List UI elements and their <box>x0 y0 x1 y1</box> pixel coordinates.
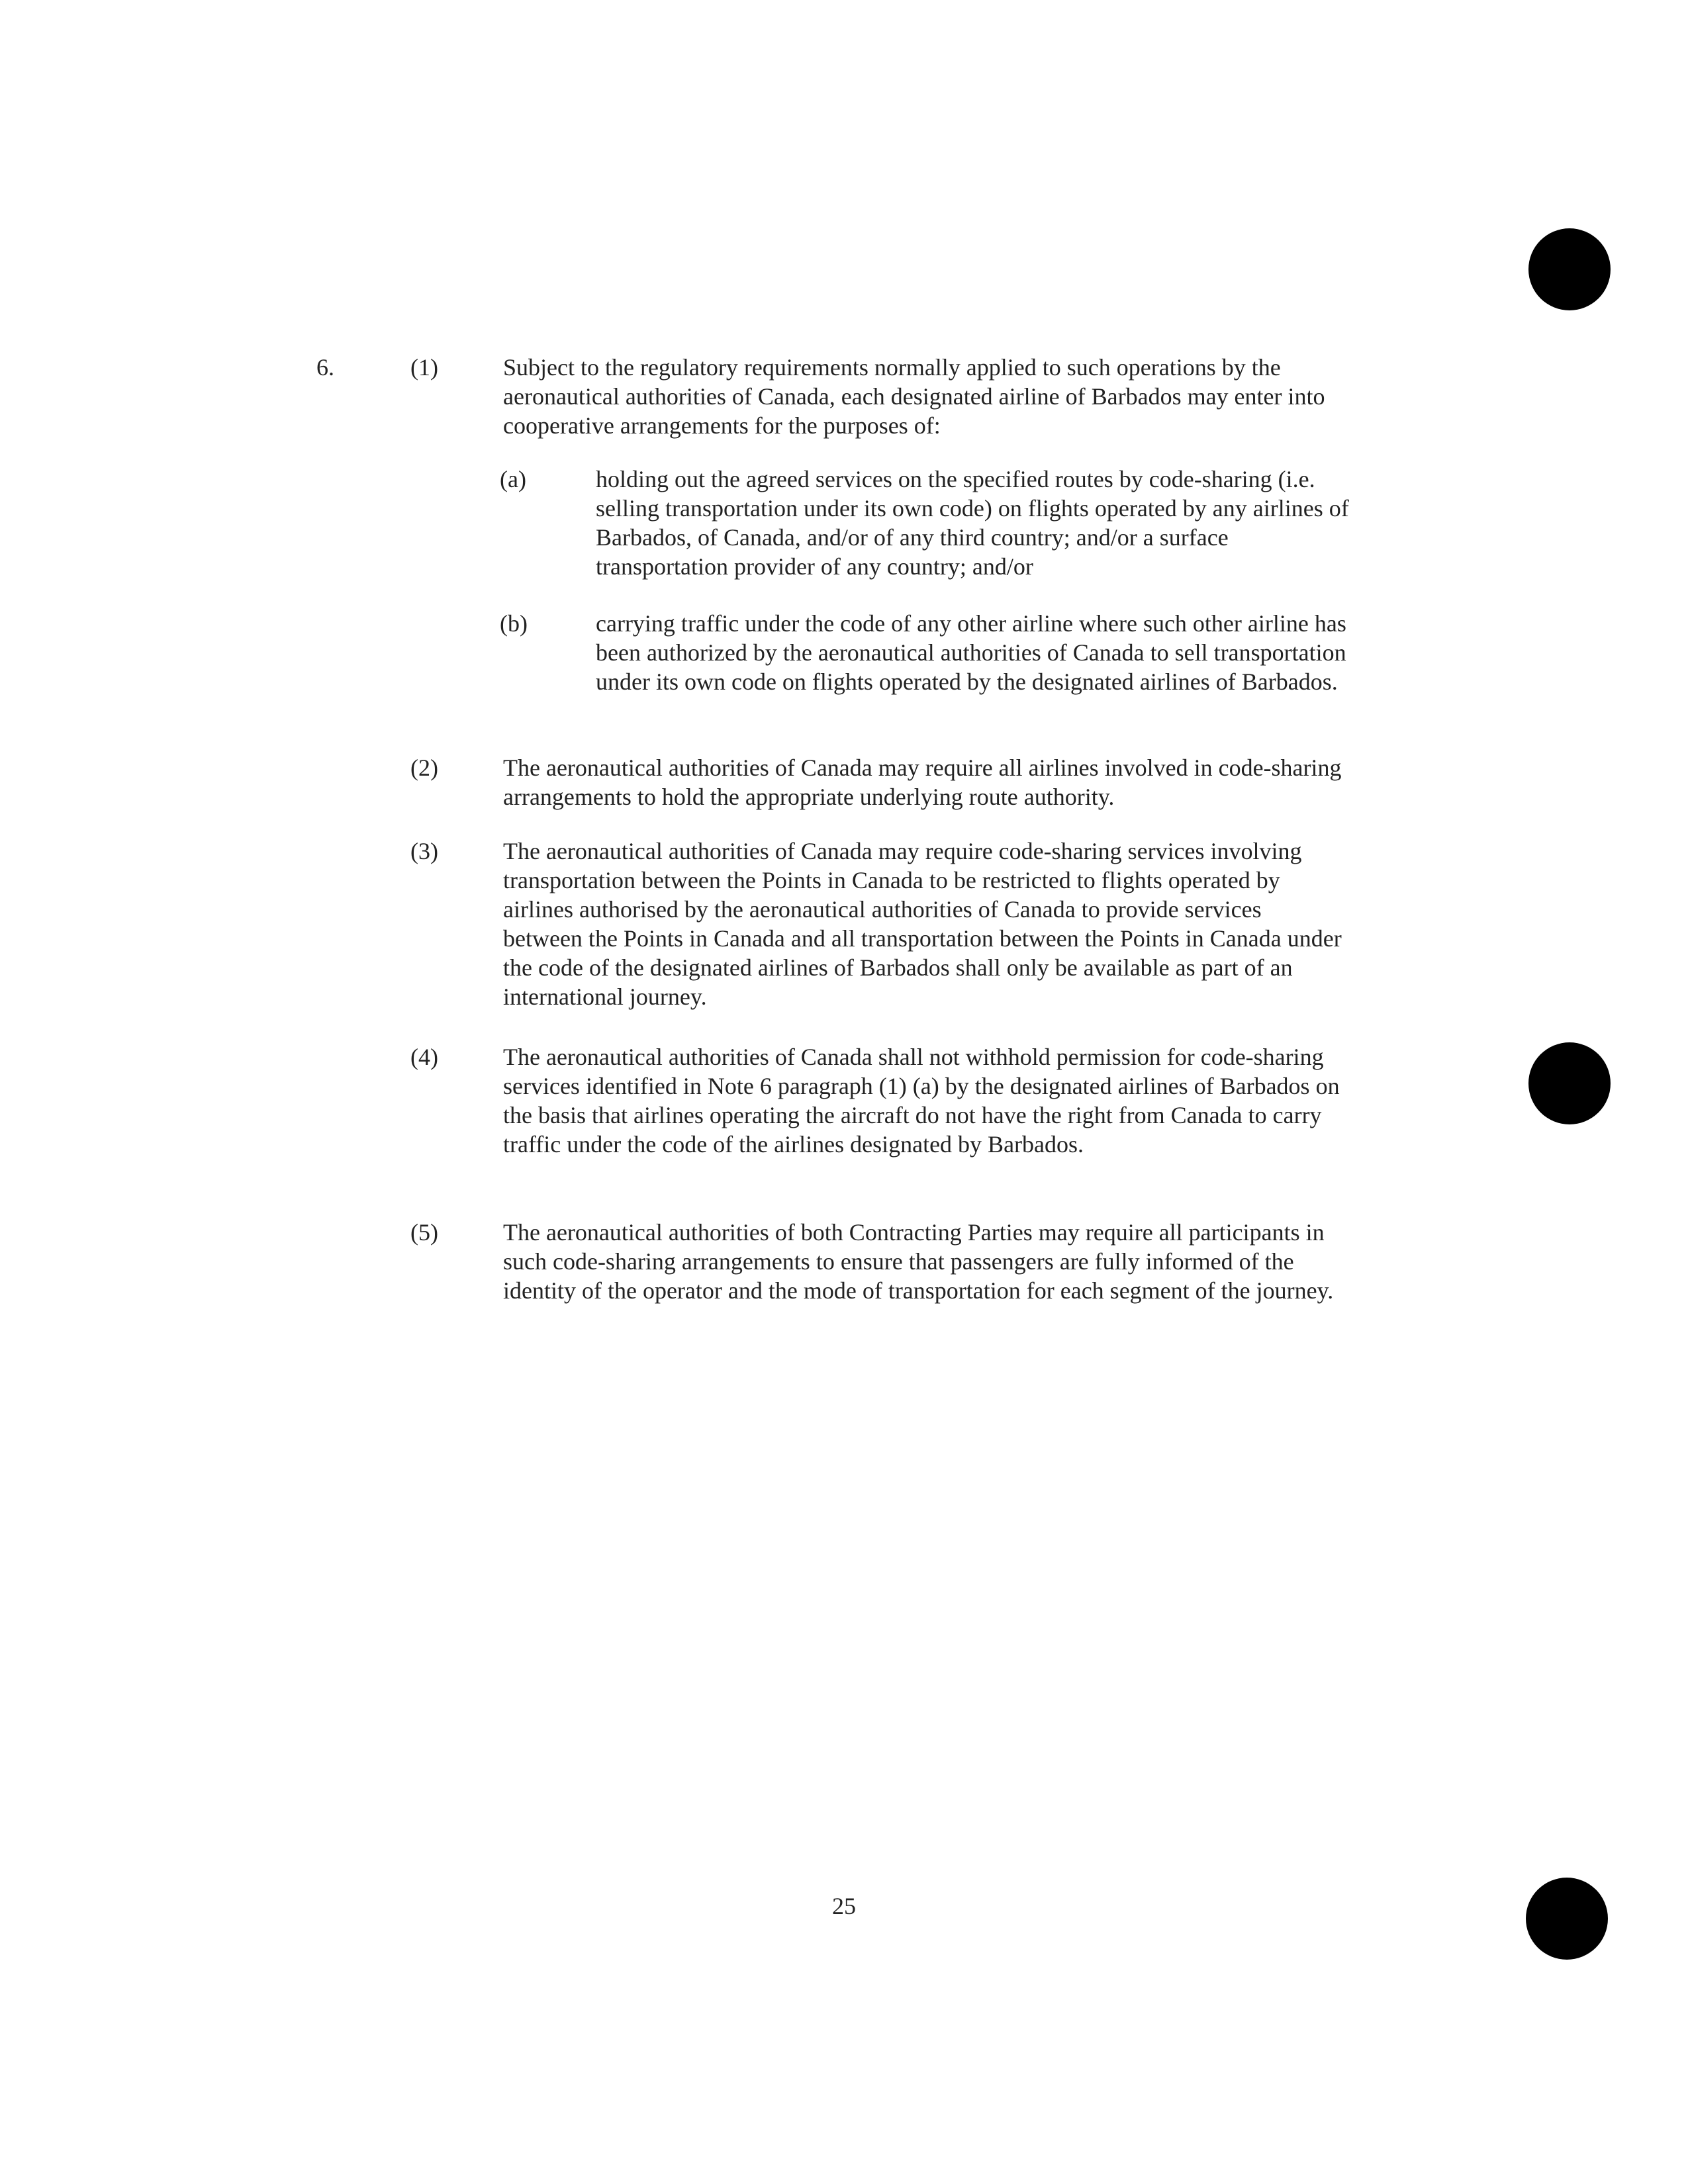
paragraph-5 <box>410 1218 1350 1305</box>
subparagraph-number: (a) <box>500 466 526 492</box>
page-number: 25 <box>832 1893 856 1919</box>
punch-hole-bottom <box>1526 1878 1608 1960</box>
punch-hole-top <box>1528 228 1611 310</box>
punch-hole-middle <box>1528 1042 1611 1124</box>
paragraph-number: (3) <box>410 838 438 864</box>
subparagraph-number: (b) <box>500 610 528 637</box>
paragraph-text: The aeronautical authorities of Canada may require all airlines involved in code-sharing arrangements to hold the appropriate underlying route authority. <box>503 754 1342 810</box>
paragraph-3 <box>410 837 1350 1011</box>
paragraph-text: The aeronautical authorities of Canada may require code-sharing services involving transportation between the Points in Canada to be restricted to flights operated by airlines authorised by the aeronautical authorities of Canada to provide services between the Points in Canada and all transportation between the Points in Canada under the code of the designated airlines of Barbados shall only be available as part of an international journey. <box>503 838 1342 1010</box>
paragraph-text: Subject to the regulatory requirements normally applied to such operations by the aeronautical authorities of Canada, each designated airline of Barbados may enter into cooperative arrangements for the purposes of: <box>503 354 1325 439</box>
paragraph-number: (2) <box>410 754 438 781</box>
subparagraph-1b <box>500 609 1354 696</box>
paragraph-number: (4) <box>410 1044 438 1070</box>
subparagraph-1a <box>500 465 1354 581</box>
subparagraph-text: carrying traffic under the code of any other airline where such other airline has been authorized by the aeronautical authorities of Canada to sell transportation under its own code on flights operated by the designated airlines of Barbados. <box>596 610 1346 695</box>
paragraph-number: (5) <box>410 1219 438 1246</box>
paragraph-4 <box>410 1042 1350 1159</box>
paragraph-2 <box>410 753 1350 811</box>
paragraph-1 <box>410 353 1350 440</box>
subparagraph-text: holding out the agreed services on the specified routes by code-sharing (i.e. selling transportation under its own code) on flights operated by any airlines of Barbados, of Canada, and/or of any third country; and/or a surface transportation provider of any country; and/or <box>596 466 1349 580</box>
paragraph-text: The aeronautical authorities of Canada shall not withhold permission for code-sharing services identified in Note 6 paragraph (1) (a) by the designated airlines of Barbados on the basis that airlines operating the aircraft do not have the right from Canada to carry traffic under the code of the airlines designated by Barbados. <box>503 1044 1340 1158</box>
paragraph-text: The aeronautical authorities of both Contracting Parties may require all participants in such code-sharing arrangements to ensure that passengers are fully informed of the identity of the operator and the mode of transportation for each segment of the journey. <box>503 1219 1334 1304</box>
note-number: 6. <box>316 354 334 381</box>
paragraph-number: (1) <box>410 354 438 381</box>
